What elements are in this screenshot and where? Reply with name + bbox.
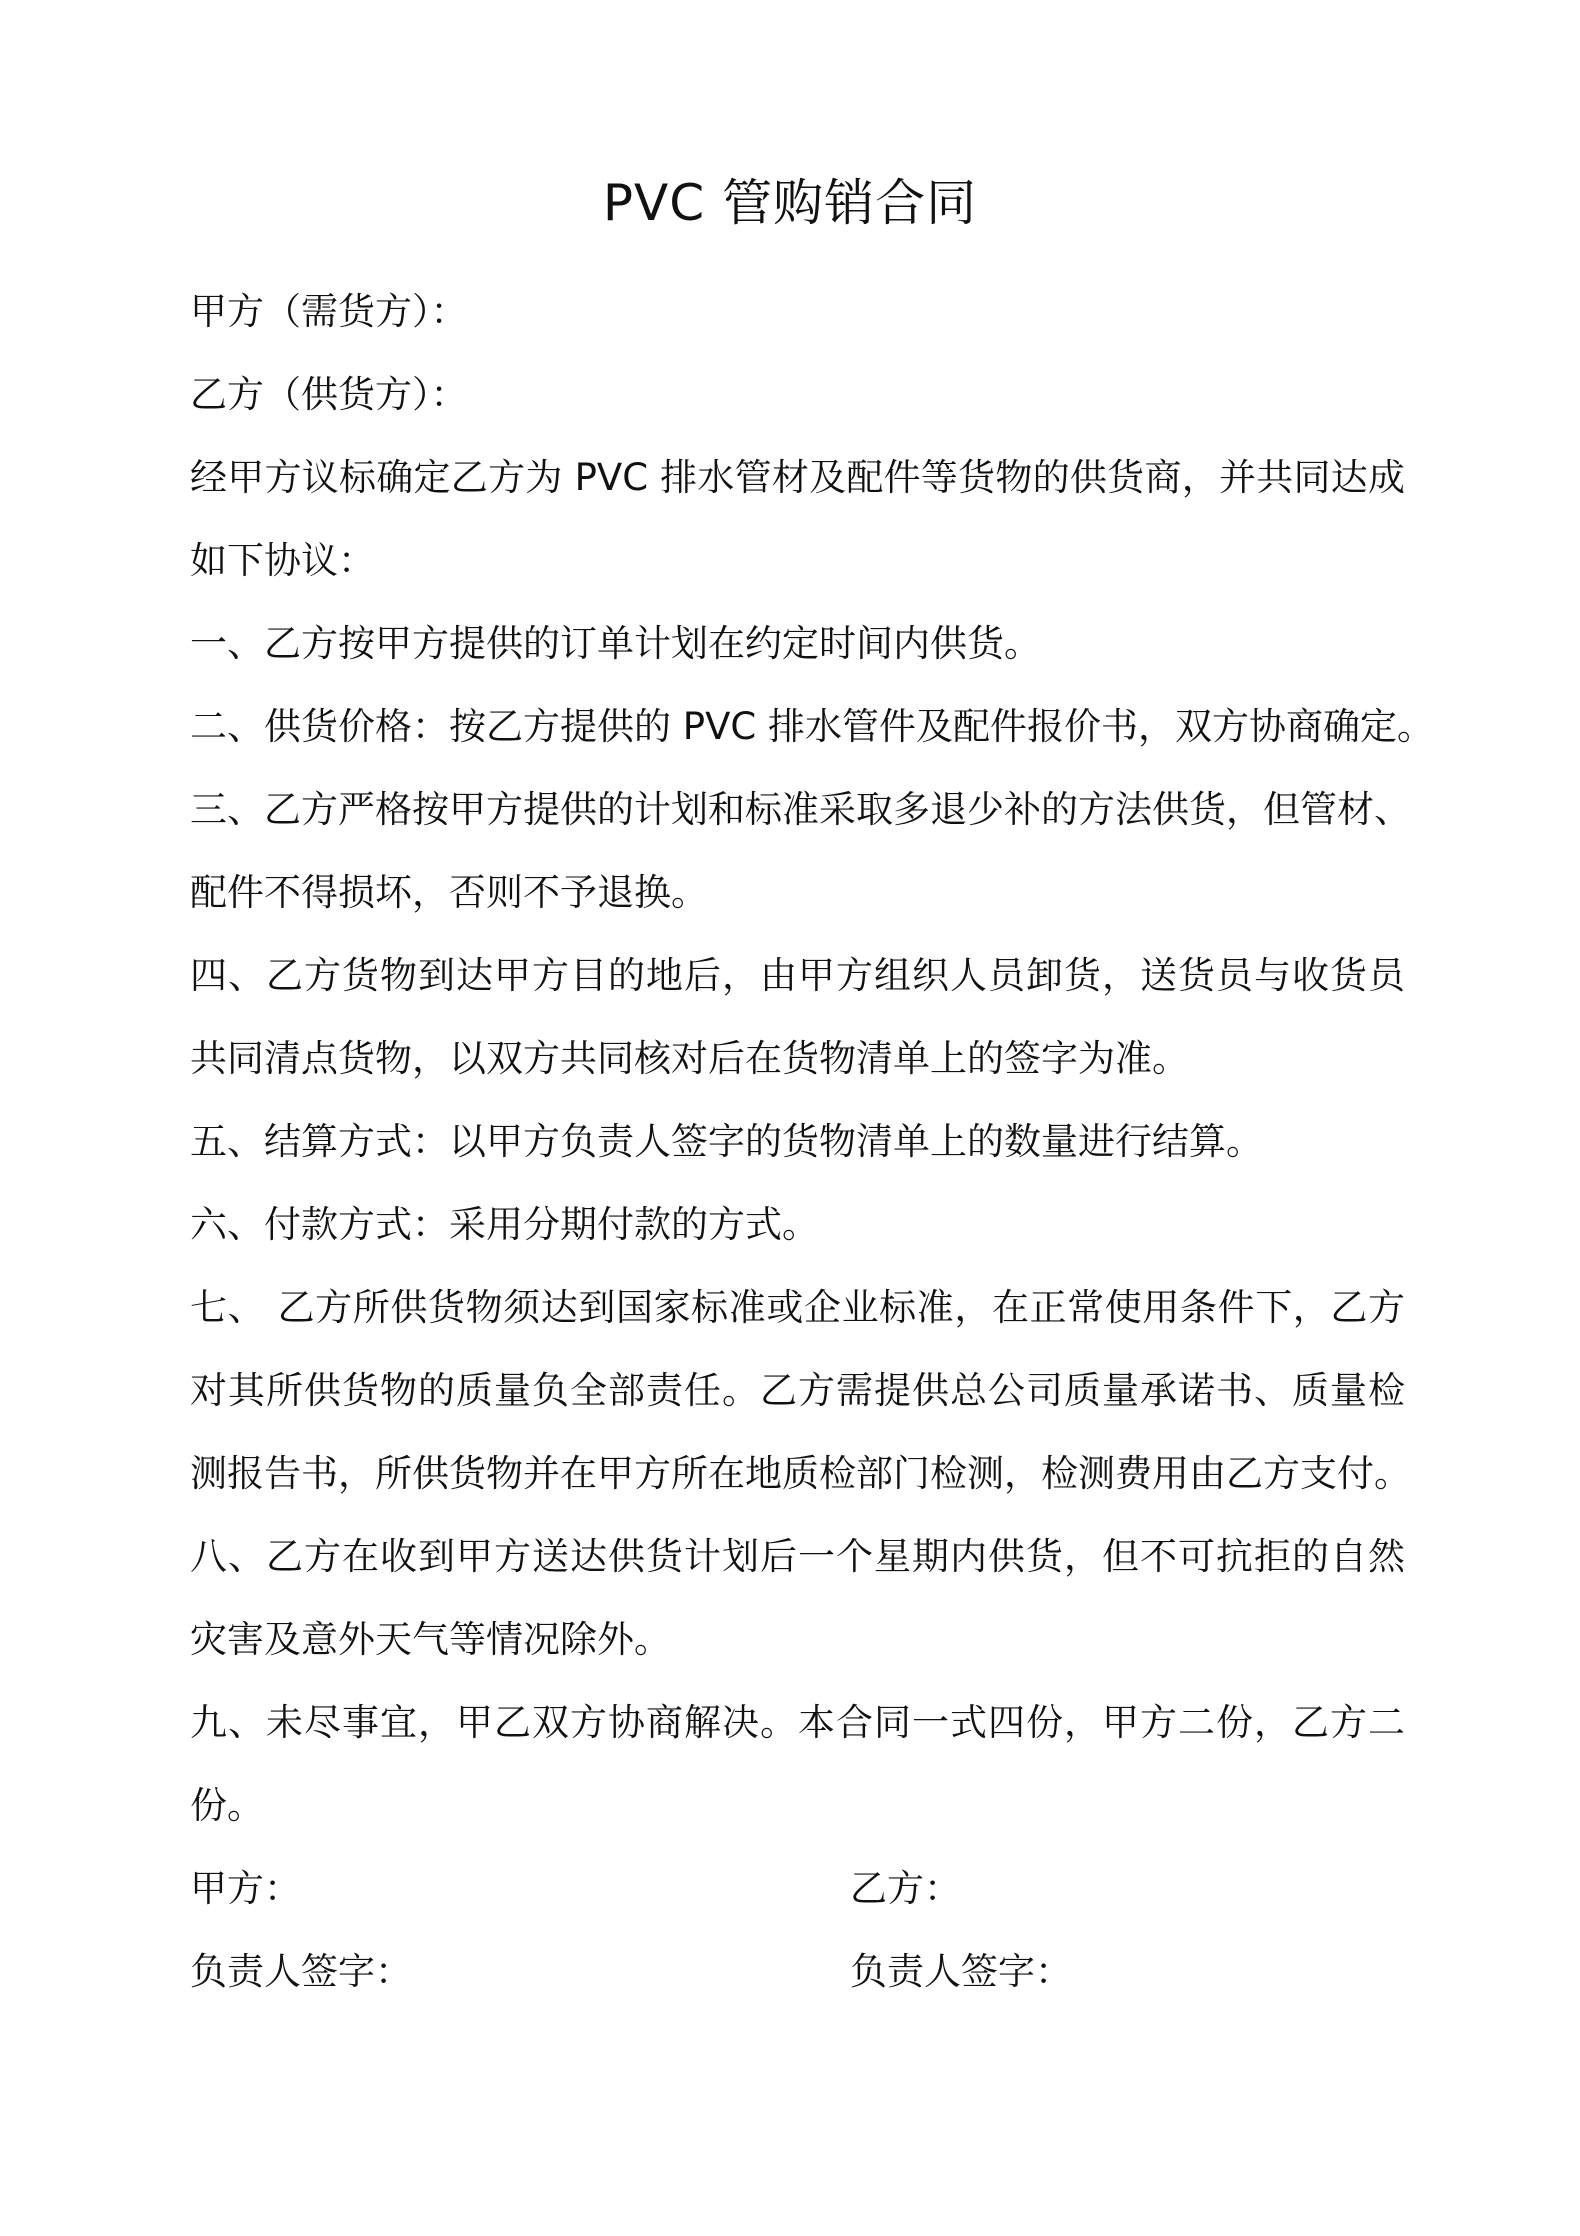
signature-sign-row — [190, 1930, 1405, 2013]
clause-8-line: 八、乙方在收到甲方送达供货计划后一个星期内供货，但不可抗拒的自然 — [190, 1535, 1405, 1578]
intro-line: 如下协议： — [190, 539, 375, 582]
party-a-responsible-signature: 负责人签字： — [190, 1950, 412, 1993]
clause-1-line: 一、乙方按甲方提供的订单计划在约定时间内供货。 — [190, 622, 1041, 665]
clause-7-line: 七、 乙方所供货物须达到国家标准或企业标准，在正常使用条件下，乙方 — [190, 1286, 1405, 1329]
clause-8-line: 灾害及意外天气等情况除外。 — [190, 1618, 671, 1661]
clause-9-line: 九、未尽事宜，甲乙双方协商解决。本合同一式四份，甲方二份，乙方二 — [190, 1701, 1405, 1744]
party-b-signature-label: 乙方： — [850, 1867, 961, 1910]
document-title: PVC 管购销合同 — [602, 174, 978, 232]
party-a-line: 甲方（需货方）： — [190, 290, 468, 333]
clause-3-line: 三、乙方严格按甲方提供的计划和标准采取多退少补的方法供货，但管材、 — [190, 788, 1411, 831]
clause-2-line: 二、供货价格：按乙方提供的 PVC 排水管件及配件报价书，双方协商确定。 — [190, 705, 1434, 748]
clause-5-line: 五、结算方式：以甲方负责人签字的货物清单上的数量进行结算。 — [190, 1120, 1263, 1163]
clause-6-line: 六、付款方式：采用分期付款的方式。 — [190, 1203, 819, 1246]
signature-party-row — [190, 1847, 1405, 1930]
clause-7-line: 测报告书，所供货物并在甲方所在地质检部门检测，检测费用由乙方支付。 — [190, 1452, 1411, 1495]
clause-4-line: 四、乙方货物到达甲方目的地后，由甲方组织人员卸货，送货员与收货员 — [190, 954, 1405, 997]
clause-4-line: 共同清点货物，以双方共同核对后在货物清单上的签字为准。 — [190, 1037, 1189, 1080]
clause-3-line: 配件不得损坏，否则不予退换。 — [190, 871, 708, 914]
clause-7-line: 对其所供货物的质量负全部责任。乙方需提供总公司质量承诺书、质量检 — [190, 1369, 1405, 1412]
clause-9-line: 份。 — [190, 1784, 264, 1827]
party-b-responsible-signature: 负责人签字： — [850, 1950, 1072, 1993]
document-body — [190, 270, 1434, 2013]
party-a-signature-label: 甲方： — [190, 1867, 301, 1910]
party-b-line: 乙方（供货方）： — [190, 373, 468, 416]
intro-line: 经甲方议标确定乙方为 PVC 排水管材及配件等货物的供货商，并共同达成 — [190, 456, 1405, 499]
